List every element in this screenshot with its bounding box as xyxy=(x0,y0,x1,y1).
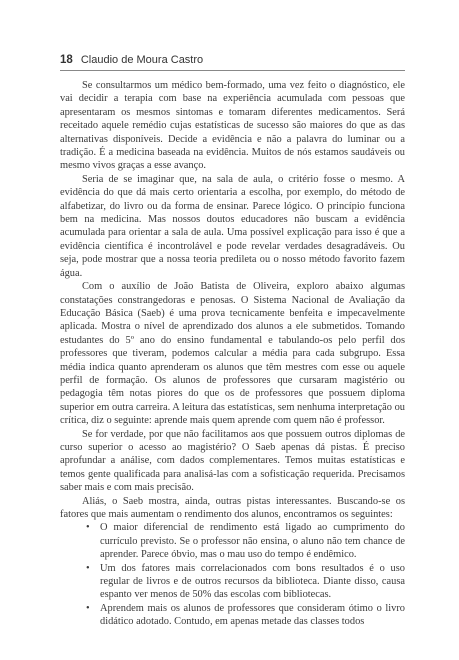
bullet-list xyxy=(60,521,405,628)
list-item-text: Um dos fatores mais correlacionados com bons resultados é o uso regular de livros e de outros recursos da biblioteca. Diante disso, causa espanto ver menos de 50% das escolas com bibliotecas. xyxy=(100,562,405,601)
list-item-text: Aprendem mais os alunos de professores que consideram ótimo o livro didático adotado. Contudo, em apenas metade das classes todos xyxy=(100,602,405,628)
list-item xyxy=(82,602,405,629)
author-name: Claudio de Moura Castro xyxy=(80,54,204,66)
list-item xyxy=(82,562,405,602)
body-text xyxy=(60,79,405,629)
list-item xyxy=(82,521,405,561)
paragraph: Se consultarmos um médico bem-formado, uma vez feito o diagnóstico, ele vai decidir a terapia com base na experiência acumulada com pessoas que apresentaram os mesmos sintomas e tomaram diferentes medicamentos. Será receitado aquele remédio cujas estatísticas de sucesso são maiores do que as das alternativas disponíveis. Decide a evidência e não a palavra do luminar ou a tradição. É a medicina baseada na evidência. Muitos de nós estamos saudáveis ou mesmo vivos graças a esse avanço. xyxy=(60,80,405,172)
paragraph: Com o auxílio de João Batista de Oliveira, exploro abaixo algumas constatações constrangedoras e penosas. O Sistema Nacional de Avaliação da Educação Básica (Saeb) é uma prova tecnicamente benfeita e impecavelmente aplicada. Mostra o nível de aprendizado dos alunos a ele submetidos. Tomando estudantes do 5º ano do ensino fundamental e tabulando-os pelo perfil dos professores que tiveram, podemos calcular a média para cada subgrupo. Essa média indica quanto aprenderam os alunos que têm mestres com esse ou aquele perfil de formação. Os alunos de professores que cursaram magistério ou pedagogia têm notas piores do que os de professores que possuem diploma superior em outra carreira. A leitura das estatísticas, sem nenhuma interpretação ou crítica, diz o seguinte: aprende mais quem aprende com quem não é professor. xyxy=(60,281,405,427)
bullet-icon: • xyxy=(86,602,90,614)
list-item-text: O maior diferencial de rendimento está ligado ao cumprimento do currículo previsto. Se o professor não ensina, o aluno não tem chance de aprender. Parece óbvio, mas o mau uso do tempo é endêmico. xyxy=(100,522,405,561)
bullet-icon: • xyxy=(86,562,90,574)
paragraph: Seria de se imaginar que, na sala de aula, o critério fosse o mesmo. A evidência do que dá mais certo orientaria a escolha, por exemplo, do método de alfabetizar, do livro ou da forma de ensinar. Parece lógico. O princípio funciona bem na medicina. Mas nossos doutos educadores não buscam a evidência acumulada para orientar a sala de aula. Uma possível explicação para isso é que a evidência científica é incontrolável e pode revelar verdades desagradáveis. Ou seja, pode mostrar que a nossa teoria predileta ou o nosso método favorito fazem água. xyxy=(60,173,405,279)
paragraph: Aliás, o Saeb mostra, ainda, outras pistas interessantes. Buscando-se os fatores que mais aumentam o rendimento dos alunos, encontramos os seguintes: xyxy=(60,495,405,520)
bullet-icon: • xyxy=(86,522,90,534)
running-header xyxy=(60,54,405,66)
paragraph: Se for verdade, por que não facilitamos aos que possuem outros diplomas de curso superior o acesso ao magistério? O Saeb apenas dá pistas. É preciso aprofundar a análise, com dados complementares. Temos muitas estatísticas e temos gente qualificada para analisá-las com a sofisticação requerida. Precisamos saber mais e com mais precisão. xyxy=(60,428,405,494)
page-number: 18 xyxy=(60,54,73,66)
header-rule xyxy=(60,70,405,71)
